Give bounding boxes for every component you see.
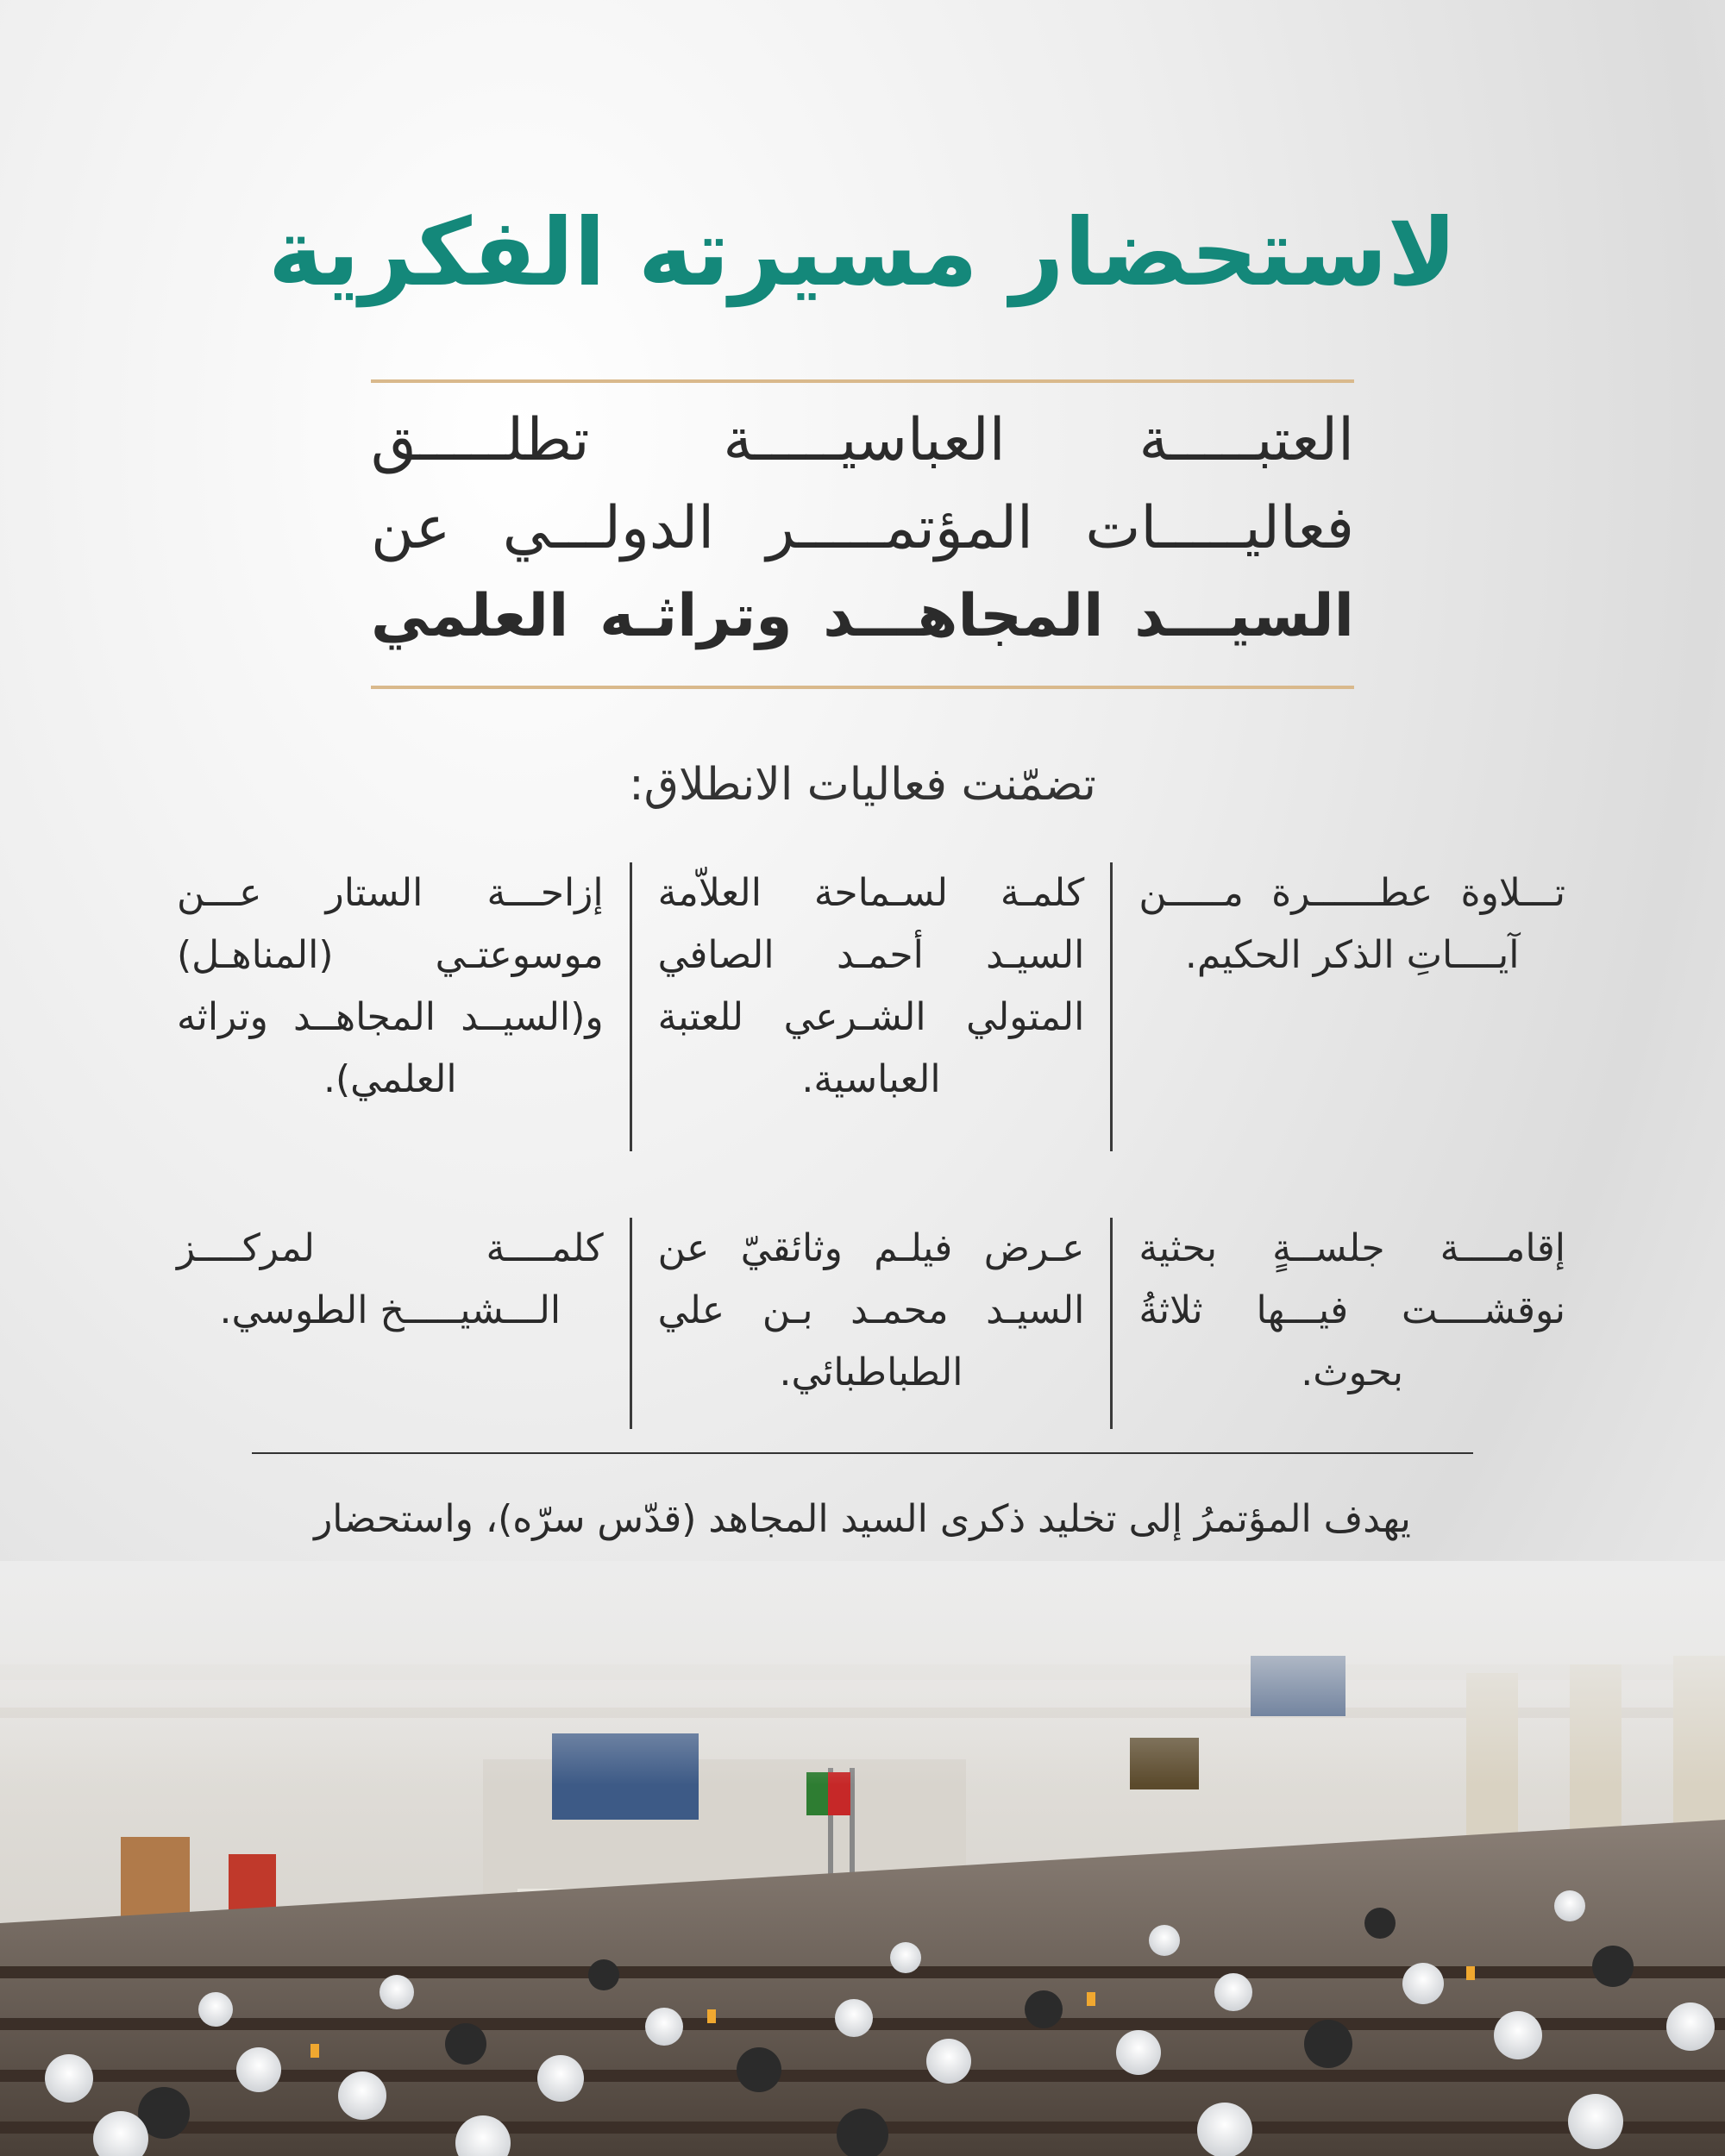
subhead-line-1: العتبـــــة العباسيـــــة تطلـــــق — [371, 406, 1354, 474]
headline: لاستحضار مسيرته الفكرية — [267, 199, 1458, 307]
photo-fade-overlay — [0, 1561, 1725, 1785]
event-item: تـــلاوة عطــــــرة مـــــن آيــــاتِ الذكر الحكيم. — [1138, 871, 1565, 977]
column-divider — [1110, 1218, 1113, 1429]
subhead-line-2: فعاليـــــات المؤتمـــــر الدولـــي عن — [371, 494, 1354, 562]
subheadline — [371, 397, 1354, 661]
event-item: عـرض فيلـم وثائقيّ عن السيـد محمـد بـن علي الطباطبائي. — [657, 1226, 1085, 1395]
gold-divider-top — [371, 379, 1354, 383]
column-divider — [630, 1218, 632, 1429]
event-item: إزاحـــة الستار عـــن موسوعتـي (المناهـل) و(السيــد المجاهــد وتراثه العلمي). — [176, 871, 604, 1101]
goal-divider — [252, 1452, 1473, 1454]
column-divider — [1110, 862, 1113, 1151]
intro-text: تضمّنت فعاليات الانطلاق: — [629, 759, 1096, 811]
column-divider — [630, 862, 632, 1151]
events-row-1 — [151, 862, 1591, 1151]
event-item: إقامــــة جلســةٍ بحثية نوقشــــت فيـــها ثلاثةُ بحوث. — [1138, 1226, 1565, 1395]
gold-divider-bottom — [371, 686, 1354, 689]
subhead-line-3: السيـــد المجاهـــد وتراثـه العلمي — [371, 582, 1354, 650]
event-item: كلمــــة لمركــــز الـــشيـــــخ الطوسي. — [176, 1226, 604, 1332]
events-row-2 — [151, 1218, 1591, 1429]
goal-text: يهدف المؤتمرُ إلى تخليد ذكرى السيد المجاهد (قدّس سرّه)، واستحضار — [314, 1497, 1411, 1541]
event-item: كلمـة لسـماحة العلاّمة السيـد أحمـد الصافي المتولي الشـرعي للعتبة العباسية. — [657, 871, 1085, 1101]
